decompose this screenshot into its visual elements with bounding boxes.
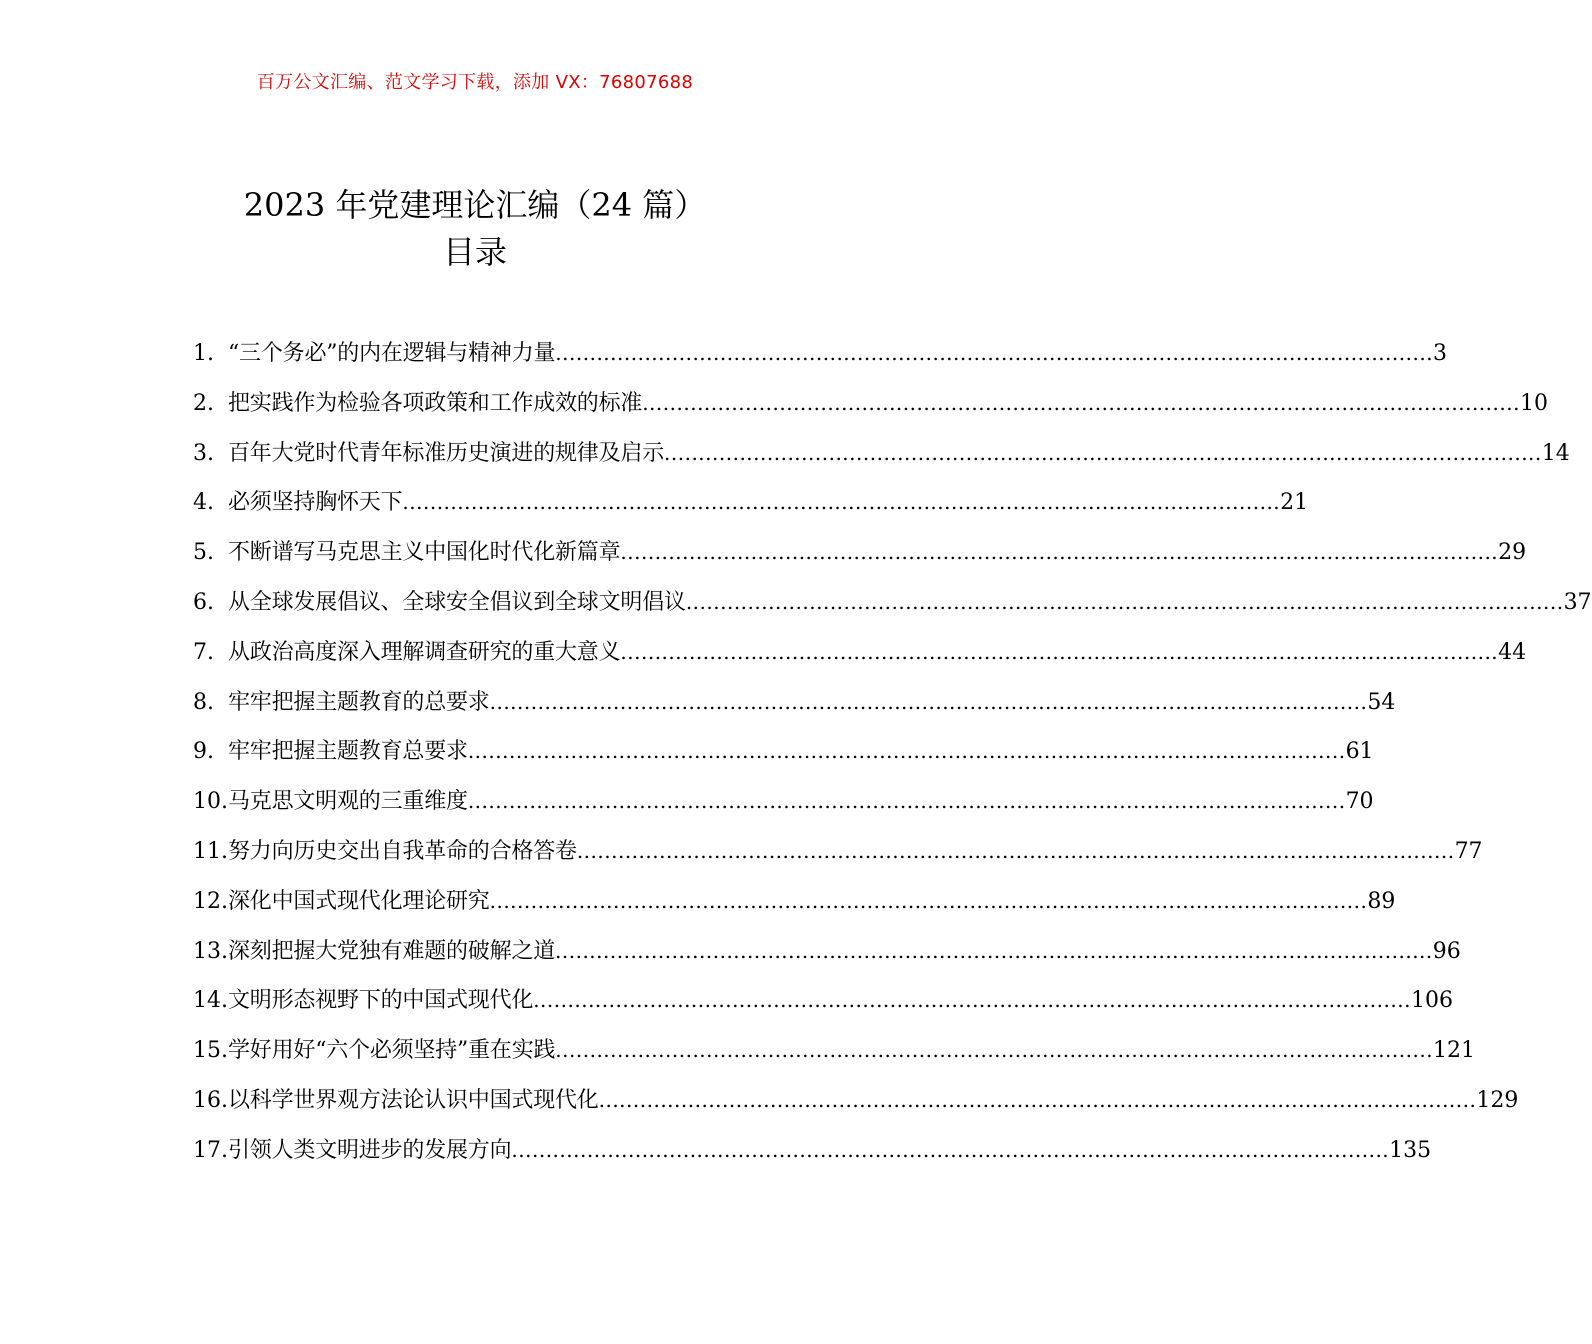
toc-entry[interactable]	[193, 1031, 1476, 1081]
toc-dot-leader	[664, 434, 1542, 472]
toc-entry[interactable]	[193, 434, 1570, 484]
toc-entry-title: 必须坚持胸怀天下	[228, 490, 403, 516]
toc-entry-number: 5.	[193, 540, 214, 566]
toc-entry-number: 17.	[193, 1137, 228, 1163]
toc-entry-number: 3.	[193, 440, 214, 466]
toc-entry-number: 2.	[193, 390, 214, 416]
toc-entry-page: 70	[1345, 789, 1374, 815]
toc-entry-page: 106	[1410, 988, 1453, 1014]
toc-entry-title: 百年大党时代青年标准历史演进的规律及启示	[228, 440, 665, 466]
toc-entry[interactable]	[193, 932, 1461, 982]
toc-entry-title: 从政治高度深入理解调查研究的重大意义	[228, 639, 621, 665]
toc-entry-title: 努力向历史交出自我革命的合格答卷	[228, 838, 577, 864]
toc-entry-title: 深刻把握大党独有难题的破解之道	[228, 938, 556, 964]
toc-dot-leader	[620, 533, 1498, 571]
watermark-header: 百万公文汇编、范文学习下载，添加 VX：76807688	[256, 72, 694, 93]
toc-entry-title: 把实践作为检验各项政策和工作成效的标准	[228, 390, 643, 416]
table-of-contents	[193, 334, 1592, 1181]
toc-entry-page: 96	[1432, 938, 1461, 964]
toc-entry[interactable]	[193, 1081, 1519, 1131]
toc-entry[interactable]	[193, 732, 1374, 782]
toc-entry[interactable]	[193, 384, 1548, 434]
toc-entry-page: 61	[1345, 739, 1374, 765]
toc-entry-title: 从全球发展倡议、全球安全倡议到全球文明倡议	[228, 589, 686, 615]
toc-entry-title: 引领人类文明进步的发展方向	[228, 1137, 512, 1163]
toc-entry-page: 37	[1563, 589, 1592, 615]
toc-entry-number: 8.	[193, 689, 214, 715]
toc-dot-leader	[468, 732, 1346, 770]
toc-entry-number: 7.	[193, 639, 214, 665]
toc-entry-page: 14	[1541, 440, 1570, 466]
toc-entry-title: 文明形态视野下的中国式现代化	[228, 988, 534, 1014]
toc-entry[interactable]	[193, 583, 1592, 633]
toc-entry-title: 马克思文明观的三重维度	[228, 789, 468, 815]
toc-entry-number: 13.	[193, 938, 228, 964]
toc-entry-number: 15.	[193, 1038, 228, 1064]
toc-entry-title: 不断谱写马克思主义中国化时代化新篇章	[228, 540, 621, 566]
toc-entry[interactable]	[193, 832, 1483, 882]
toc-dot-leader	[468, 782, 1346, 820]
toc-entry-number: 9.	[193, 739, 214, 765]
toc-dot-leader	[577, 832, 1455, 870]
toc-entry-number: 1.	[193, 341, 214, 366]
toc-entry[interactable]	[193, 683, 1396, 733]
toc-entry[interactable]	[193, 334, 1448, 384]
toc-dot-leader	[599, 1081, 1477, 1119]
toc-entry-page: 135	[1389, 1137, 1432, 1163]
toc-entry-page: 129	[1476, 1087, 1519, 1113]
toc-dot-leader	[620, 633, 1498, 671]
toc-dot-leader	[533, 981, 1411, 1019]
toc-entry-page: 29	[1498, 540, 1527, 566]
toc-entry-number: 4.	[193, 490, 214, 516]
toc-entry-number: 12.	[193, 888, 228, 914]
toc-entry-number: 10.	[193, 789, 228, 815]
toc-entry-title: 牢牢把握主题教育总要求	[228, 739, 468, 765]
toc-entry-number: 11.	[193, 838, 228, 864]
toc-dot-leader	[686, 583, 1564, 621]
toc-entry-page: 3	[1433, 341, 1448, 366]
toc-entry-title: 牢牢把握主题教育的总要求	[228, 689, 490, 715]
toc-entry-page: 10	[1519, 390, 1548, 416]
toc-dot-leader	[490, 882, 1368, 920]
toc-entry[interactable]	[193, 882, 1396, 932]
toc-entry-title: 学好用好“六个必须坚持”重在实践	[228, 1038, 556, 1064]
toc-dot-leader	[490, 683, 1368, 721]
toc-entry-number: 16.	[193, 1087, 228, 1113]
toc-entry-title: 以科学世界观方法论认识中国式现代化	[228, 1087, 599, 1113]
toc-entry-title: 深化中国式现代化理论研究	[228, 888, 490, 914]
toc-entry-page: 89	[1367, 888, 1396, 914]
toc-entry[interactable]	[193, 633, 1527, 683]
toc-dot-leader	[555, 1031, 1433, 1069]
toc-dot-leader	[555, 334, 1433, 372]
document-title: 2023 年党建理论汇编（24 篇）	[243, 186, 707, 224]
toc-entry-page: 44	[1498, 639, 1527, 665]
toc-entry[interactable]	[193, 533, 1527, 583]
toc-entry[interactable]	[193, 1131, 1432, 1181]
toc-dot-leader	[511, 1131, 1389, 1169]
toc-entry[interactable]	[193, 981, 1453, 1031]
toc-entry-page: 21	[1280, 490, 1309, 516]
toc-entry-page: 121	[1433, 1038, 1476, 1064]
toc-dot-leader	[555, 932, 1433, 970]
toc-entry-page: 77	[1454, 838, 1483, 864]
toc-dot-leader	[642, 384, 1520, 422]
toc-dot-leader	[402, 483, 1280, 521]
toc-entry[interactable]	[193, 782, 1374, 832]
toc-entry-number: 6.	[193, 589, 214, 615]
toc-entry[interactable]	[193, 483, 1309, 533]
toc-entry-number: 14.	[193, 988, 228, 1014]
document-subtitle: 目录	[442, 233, 507, 271]
toc-entry-title: “三个务必”的内在逻辑与精神力量	[228, 341, 556, 366]
toc-entry-page: 54	[1367, 689, 1396, 715]
